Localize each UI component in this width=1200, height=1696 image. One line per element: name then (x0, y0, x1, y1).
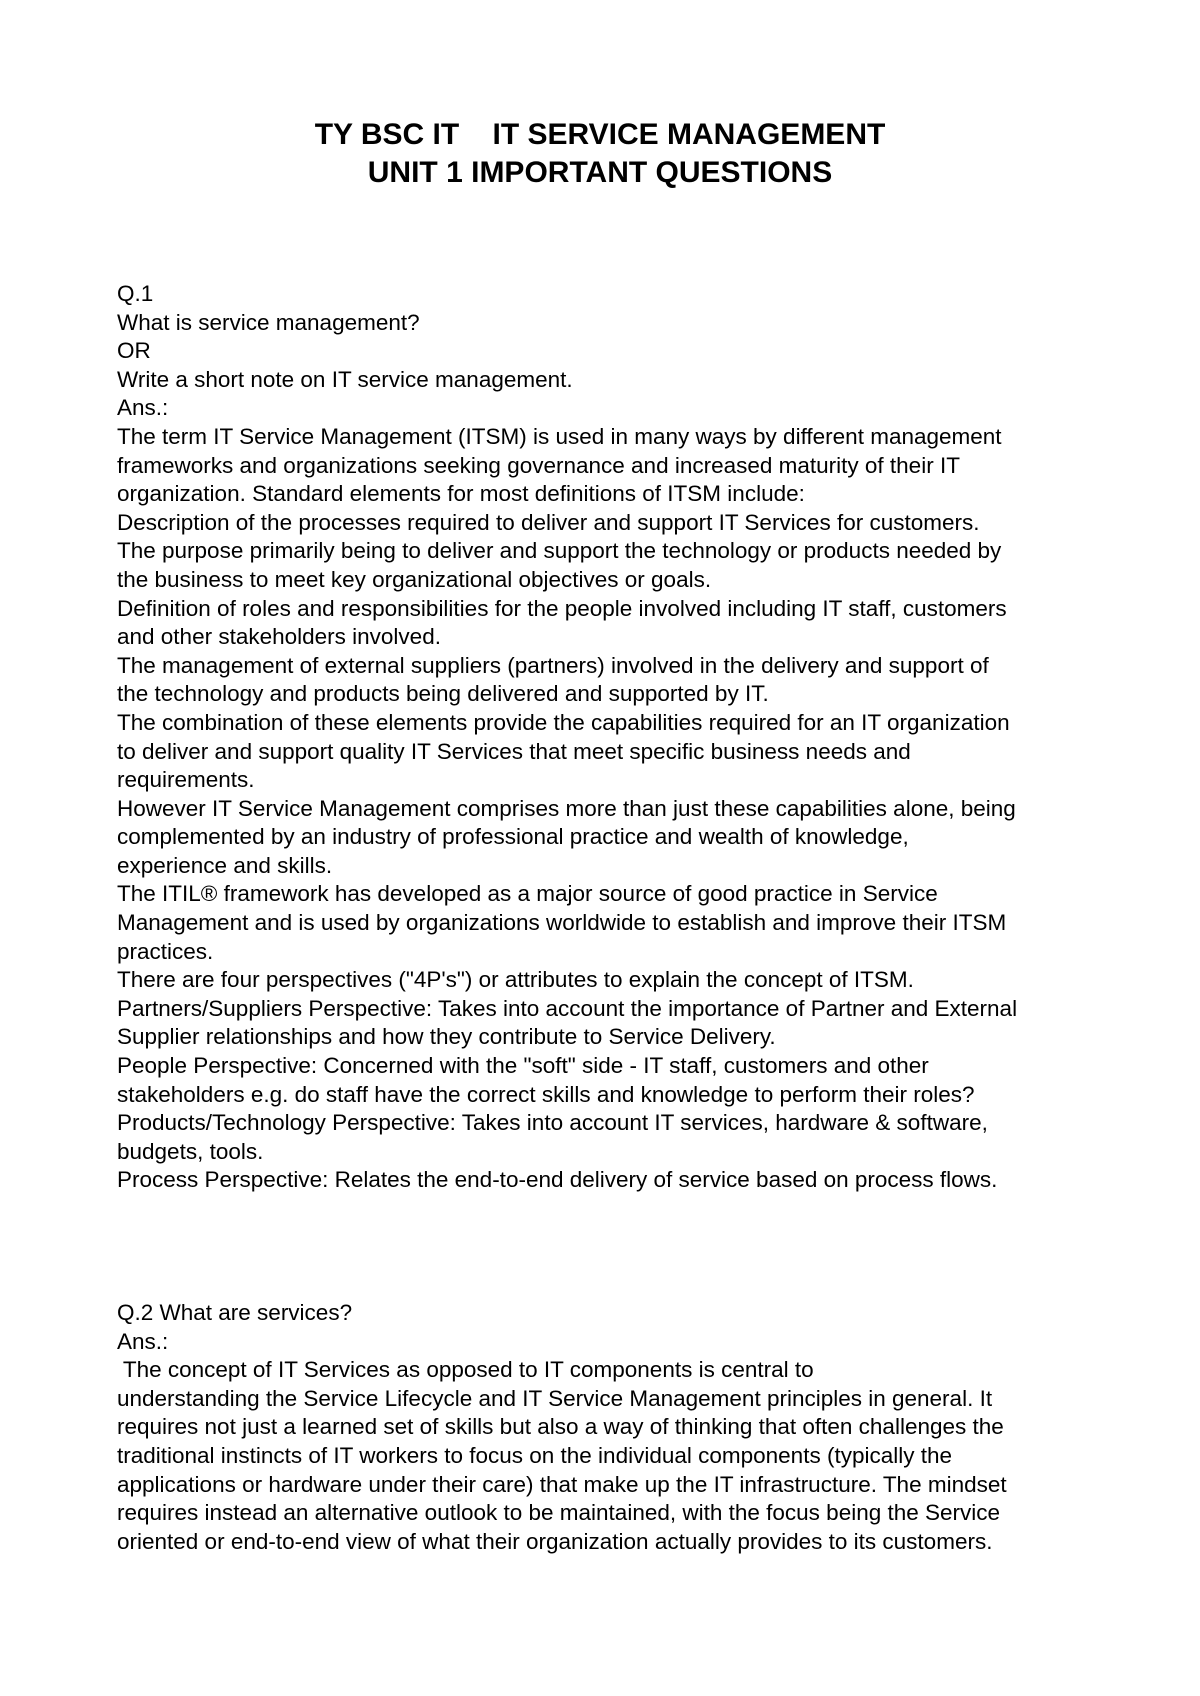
answer-1-line: experience and skills. (117, 852, 333, 878)
answer-1-line: The term IT Service Management (ITSM) is used in many ways by different management (117, 423, 1002, 449)
question-1-number: Q.1 (117, 281, 154, 306)
answer-1-line: Definition of roles and responsibilities for the people involved including IT staff, customers (117, 595, 1007, 621)
question-2-text: Q.2 What are services? (117, 1300, 353, 1325)
answer-2-label: Ans.: (117, 1328, 169, 1354)
answer-1-line: Management and is used by organizations worldwide to establish and improve their ITSM (117, 910, 1007, 936)
answer-1-line: There are four perspectives ("4P's") or attributes to explain the concept of ITSM. (117, 967, 914, 993)
answer-1-line: Process Perspective: Relates the end-to-end delivery of service based on process flows. (117, 1167, 998, 1193)
question-2-section (117, 1299, 1117, 1556)
answer-1-line: the business to meet key organizational objectives or goals. (117, 566, 712, 592)
answer-1-label: Ans.: (117, 395, 169, 421)
answer-2-line: oriented or end-to-end view of what their organization actually provides to its customers. (117, 1528, 993, 1554)
answer-1-line: The management of external suppliers (partners) involved in the delivery and support of (117, 652, 989, 678)
answer-1-line: frameworks and organizations seeking governance and increased maturity of their IT (117, 452, 960, 478)
answer-1-line: Partners/Suppliers Perspective: Takes into account the importance of Partner and External (117, 995, 1018, 1021)
answer-2-line: applications or hardware under their care) that make up the IT infrastructure. The mindset (117, 1471, 1007, 1497)
answer-1-line: The ITIL® framework has developed as a major source of good practice in Service (117, 881, 938, 907)
page-title (0, 116, 1200, 192)
answer-1-line: requirements. (117, 767, 255, 793)
title-line-course: TY BSC IT IT SERVICE MANAGEMENT (314, 118, 886, 151)
answer-1-line: The combination of these elements provide the capabilities required for an IT organization (117, 709, 1010, 735)
answer-1-line: The purpose primarily being to deliver and support the technology or products needed by (117, 538, 1002, 564)
question-1-section (117, 280, 1117, 1195)
answer-2-line: requires instead an alternative outlook to be maintained, with the focus being the Service (117, 1500, 1001, 1526)
answer-1-line: stakeholders e.g. do staff have the correct skills and knowledge to perform their roles? (117, 1081, 975, 1107)
answer-2-line: requires not just a learned set of skills but also a way of thinking that often challenges the (117, 1414, 1004, 1440)
answer-1-line: However IT Service Management comprises more than just these capabilities alone, being (117, 795, 1016, 821)
answer-1-line: budgets, tools. (117, 1138, 264, 1164)
answer-1-line: complemented by an industry of professional practice and wealth of knowledge, (117, 824, 909, 850)
title-line-unit: UNIT 1 IMPORTANT QUESTIONS (367, 156, 833, 189)
answer-2-line: The concept of IT Services as opposed to IT components is central to (117, 1357, 814, 1383)
answer-1-line: to deliver and support quality IT Services that meet specific business needs and (117, 738, 911, 764)
answer-1-line: the technology and products being delivered and supported by IT. (117, 681, 769, 707)
answer-1-line: Products/Technology Perspective: Takes into account IT services, hardware & software, (117, 1110, 988, 1136)
answer-1-line: Description of the processes required to deliver and support IT Services for customers. (117, 509, 980, 535)
question-1-text: What is service management? (117, 309, 420, 335)
question-1-or: OR (117, 338, 151, 364)
answer-1-line: organization. Standard elements for most definitions of ITSM include: (117, 481, 805, 507)
answer-1-line: practices. (117, 938, 214, 964)
answer-2-line: understanding the Service Lifecycle and IT Service Management principles in general. It (117, 1385, 993, 1411)
answer-1-line: Supplier relationships and how they contribute to Service Delivery. (117, 1024, 776, 1050)
answer-1-line: and other stakeholders involved. (117, 624, 441, 650)
answer-1-line: People Perspective: Concerned with the "soft" side - IT staff, customers and other (117, 1053, 929, 1079)
question-1-alt-text: Write a short note on IT service management. (117, 366, 573, 392)
answer-2-line: traditional instincts of IT workers to focus on the individual components (typically the (117, 1442, 952, 1468)
